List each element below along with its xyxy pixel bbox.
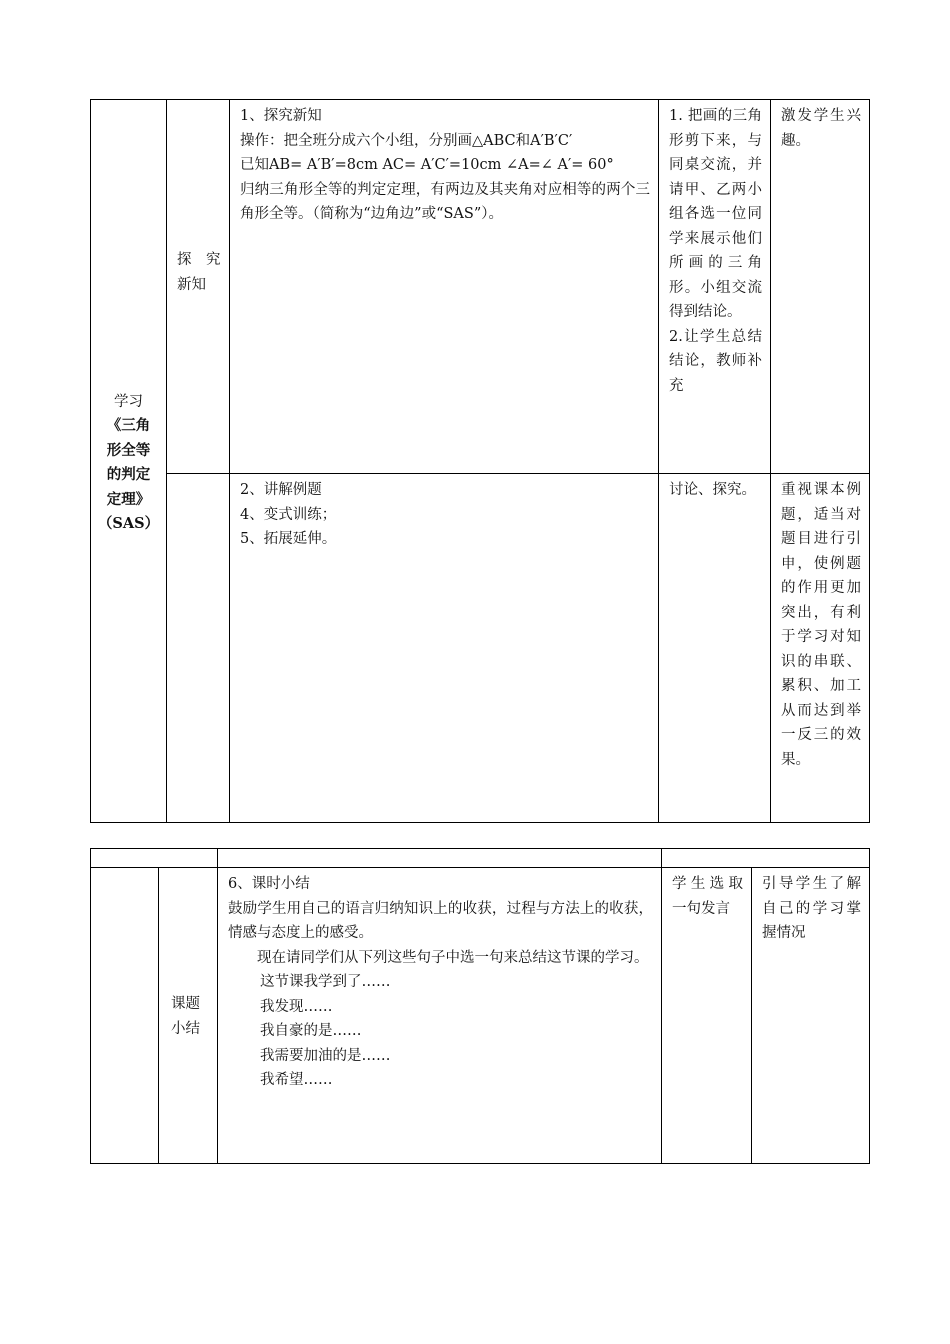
lesson-title-line: 形全等 [106, 441, 151, 459]
content-paragraph: 归纳三角形全等的判定定理，有两边及其夹角对应相等的两个三角形全等。（简称为“边角边”或“SAS”）。 [240, 181, 650, 222]
student-activity-cell [659, 474, 771, 823]
stage-label: 探 究 [177, 252, 221, 268]
lesson-title-cell [91, 100, 167, 823]
design-intent-text: 重视课本例题，适当对题目进行引申，使例题的作用更加突出，有利于学习对知识的串联、累积、加工从而达到举一反三的效果。 [781, 482, 861, 768]
teaching-content-cell [230, 100, 659, 474]
summary-sentence: 我需要加油的是…… [260, 1047, 391, 1064]
content-heading: 1、探究新知 [240, 108, 322, 124]
student-activity-text: 讨论、探究。 [669, 482, 756, 498]
content-heading: 2、讲解例题 [240, 482, 322, 498]
content-heading: 6、课时小结 [228, 876, 310, 892]
summary-sentence: 这节课我学到了…… [260, 974, 391, 990]
header-cell-empty [91, 849, 218, 868]
stage-label-cell [159, 868, 218, 1164]
design-intent-text: 激发学生兴趣。 [781, 108, 861, 149]
student-activity-text: 1. 把画的三角形剪下来，与同桌交流，并请甲、乙两小组各选一位同学来展示他们所画的三角形。小组交流得到结论。 [669, 108, 762, 320]
content-paragraph: 操作：把全班分成六个小组，分别画△ABC和A′B′C′ [240, 132, 573, 149]
lesson-title-line: 的判定 [106, 466, 151, 483]
stage-label: 新知 [177, 276, 206, 293]
summary-sentence: 我希望…… [260, 1072, 333, 1088]
teaching-content-cell [230, 474, 659, 823]
design-intent-cell [752, 868, 870, 1164]
content-paragraph: 4、变式训练； [240, 506, 337, 523]
design-intent-text: 引导学生了解自己的学习掌握情况 [762, 876, 861, 941]
header-cell-empty [218, 849, 662, 868]
student-activity-cell [662, 868, 752, 1164]
student-activity-text: 学生选取一句发言 [672, 876, 743, 917]
lesson-title-line: （SAS） [97, 515, 160, 532]
teaching-content-cell [218, 868, 662, 1164]
content-paragraph: 已知AB= A′B′=8cm AC= A′C′=10cm ∠A=∠ A′= 60° [240, 157, 614, 173]
content-paragraph: 现在请同学们从下列这些句子中选一句来总结这节课的学习。 [257, 949, 649, 966]
stage-label: 课题 [171, 996, 200, 1012]
summary-sentence: 我发现…… [260, 998, 333, 1015]
summary-sentence: 我自豪的是…… [260, 1023, 362, 1039]
header-cell-empty [662, 849, 870, 868]
stage-label-cell-empty [167, 474, 230, 823]
stage-label-cell [167, 100, 230, 474]
stage-label: 小结 [171, 1020, 200, 1037]
lesson-title-line: 《三角 [106, 417, 151, 434]
student-activity-text: 2.让学生总结结论，教师补充 [669, 328, 762, 394]
lesson-title-line: 定理》 [106, 490, 151, 508]
design-intent-cell [771, 100, 870, 474]
student-activity-cell [659, 100, 771, 474]
content-paragraph: 5、拓展延伸。 [240, 531, 337, 547]
lesson-table-1 [90, 99, 870, 823]
lesson-title-line: 学习 [114, 393, 143, 410]
lesson-title-cell-empty [91, 868, 159, 1164]
lesson-table-2 [90, 848, 870, 1164]
design-intent-cell [771, 474, 870, 823]
content-paragraph: 鼓励学生用自己的语言归纳知识上的收获，过程与方法上的收获，情感与态度上的感受。 [228, 900, 653, 941]
